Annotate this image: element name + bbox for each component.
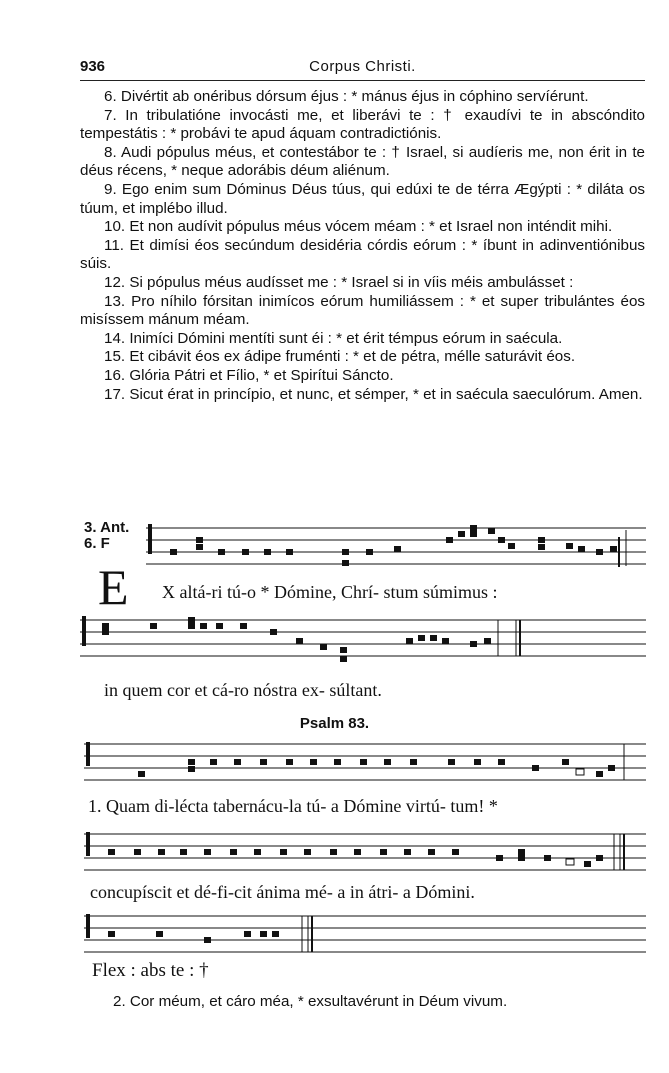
psalm-title: Psalm 83. [299,715,370,732]
antiphon-number: 3. Ant. [84,519,130,536]
verse-17-sicut-erat: 17. Sicut érat in princípio, et nunc, et sémper, * et in saécula saeculórum. Amen. [104,385,643,403]
psalm-lyric-1: 1. Quam di-lécta tabernácu-la tú- a Dómine virtú- tum! * [88,796,498,816]
header-rule [80,80,645,81]
psalm-verses [80,88,645,404]
psalm-staff-1 [84,740,646,790]
antiphon-staff-1 [146,522,646,576]
verse-7: 7. In tribulatióne invocásti me, et liberávi te : † exaudívi te in abscóndito tempestátis : * probávi te apud áquam contradictiónis. [80,106,645,143]
page-title: Corpus Christi. [309,58,416,75]
antiphon-lyric-2: in quem cor et cá-ro nóstra ex- súltant. [104,680,382,700]
psalm-staff-2 [84,830,646,880]
antiphon-initial: E [98,559,129,615]
antiphon-label [84,520,129,552]
psalm-lyric-2: concupíscit et dé-fi-cit ánima mé- a in átri- a Dómini. [90,882,475,902]
antiphon-mode: 6. F [84,535,110,552]
psalm-verse-2: 2. Cor méum, et cáro méa, * exsultavérunt in Déum vivum. [113,993,508,1010]
verse-16-gloria: 16. Glória Pátri et Fílio, * et Spirítui Sáncto. [104,366,394,384]
verse-12: 12. Si pópulus méus audísset me : * Israel si in víis méis ambulásset : [104,273,574,291]
verse-9: 9. Ego enim sum Dóminus Déus túus, qui edúxi te de térra Ægýpti : * diláta os túum, et implébo illud. [80,180,645,217]
verse-8: 8. Audi pópulus méus, et contestábor te : † Israel, si audíeris me, non érit in te déus récens, * neque adorábis déum aliénum. [80,143,645,180]
page-number: 936 [80,58,106,75]
verse-15: 15. Et cibávit éos ex ádipe fruménti : * et de pétra, mélle saturávit éos. [104,348,576,366]
flex-staff [84,912,646,962]
verse-14: 14. Inimíci Dómini mentíti sunt éi : * et érit témpus eórum in saécula. [104,329,563,347]
verse-13: 13. Pro níhilo fórsitan inimícos eórum humiliássem : * et super tribulántes éos misíssem mánum méam. [80,292,645,329]
verse-11: 11. Et dimísi éos secúndum desidéria córdis eórum : * íbunt in adinventiónibus súis. [80,236,645,273]
page-header [80,58,645,80]
antiphon-lyric-1: X altá-ri tú-o * Dómine, Chrí- stum súmimus : [162,582,498,602]
flex-instruction: Flex : abs te : † [92,960,209,981]
verse-10: 10. Et non audívit pópulus méus vócem méam : * et Israel non inténdit mihi. [104,218,613,236]
verse-6: 6. Divértit ab onéribus dórsum éjus : * mánus éjus in cóphino servíérunt. [104,88,589,105]
antiphon-staff-2 [80,614,646,670]
